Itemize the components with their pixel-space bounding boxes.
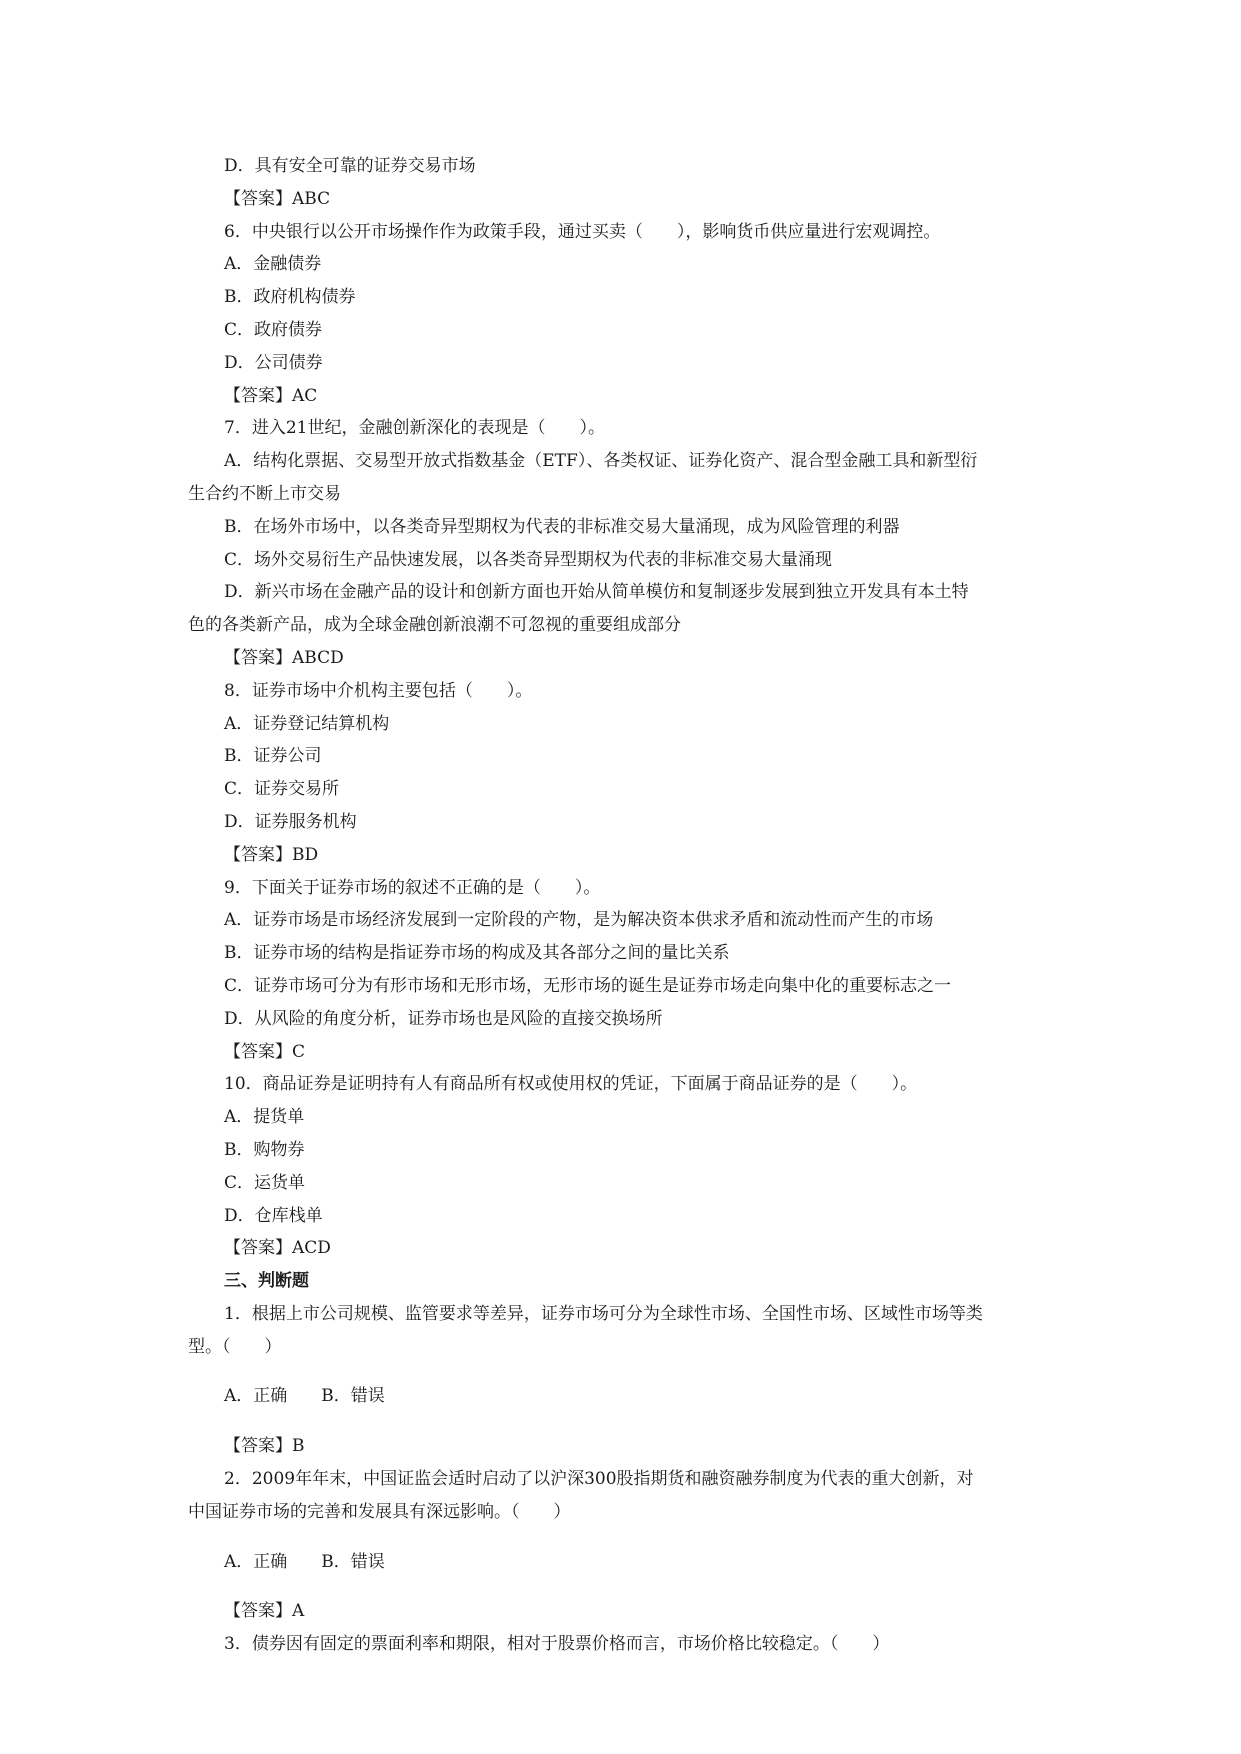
- answer-q5: 【答案】ABC: [224, 188, 331, 209]
- option-d-q7-line2: 色的各类新产品，成为全球金融创新浪潮不可忽视的重要组成部分: [188, 615, 681, 636]
- option-a-q7-line1: A．结构化票据、交易型开放式指数基金（ETF）、各类权证、证券化资产、混合型金融工具和新型衍: [224, 451, 978, 472]
- option-d-q10: D．仓库栈单: [224, 1205, 323, 1226]
- answer-q10: 【答案】ACD: [224, 1238, 331, 1259]
- document-body: [188, 150, 1060, 1661]
- option-d-q7-line1: D．新兴市场在金融产品的设计和创新方面也开始从简单模仿和复制逐步发展到独立开发具有本土特: [224, 582, 969, 603]
- option-b-q8: B．证券公司: [224, 746, 322, 767]
- answer-q7: 【答案】ABCD: [224, 647, 344, 668]
- option-c-q7: C．场外交易衍生产品快速发展，以各类奇异型期权为代表的非标准交易大量涌现: [224, 549, 833, 570]
- tf-answer-1: 【答案】B: [224, 1436, 305, 1457]
- option-c-q6: C．政府债券: [224, 319, 323, 340]
- option-d-q5: D．具有安全可靠的证券交易市场: [224, 156, 476, 176]
- question-7: 7．进入21世纪，金融创新深化的表现是（ ）。: [224, 418, 605, 439]
- tf-question-2-line2: 中国证券市场的完善和发展具有深远影响。（ ）: [188, 1501, 571, 1522]
- option-a-q9: A．证券市场是市场经济发展到一定阶段的产物，是为解决资本供求矛盾和流动性而产生的市场: [224, 910, 934, 931]
- option-b-q7: B．在场外市场中，以各类奇异型期权为代表的非标准交易大量涌现，成为风险管理的利器: [224, 516, 900, 537]
- option-b-q9: B．证券市场的结构是指证券市场的构成及其各部分之间的量比关系: [224, 943, 730, 964]
- tf-question-3: 3．债券因有固定的票面利率和期限，相对于股票价格而言，市场价格比较稳定。（ ）: [224, 1634, 890, 1655]
- tf-question-2-line1: 2．2009年年末，中国证监会适时启动了以沪深300股指期货和融资融券制度为代表的重大创新，对: [224, 1469, 974, 1490]
- option-a-q10: A．提货单: [224, 1107, 305, 1128]
- option-c-q10: C．运货单: [224, 1172, 306, 1193]
- answer-q9: 【答案】C: [224, 1041, 306, 1062]
- tf2-option-true: A．正确: [224, 1551, 288, 1572]
- tf-options-2: [188, 1546, 1060, 1579]
- tf-answer-2: 【答案】A: [224, 1601, 305, 1622]
- question-6: 6．中央银行以公开市场操作作为政策手段，通过买卖（ ），影响货币供应量进行宏观调控。: [224, 221, 941, 242]
- tf-options-1: [188, 1380, 1060, 1413]
- option-d-q8: D．证券服务机构: [224, 811, 357, 832]
- option-c-q8: C．证券交易所: [224, 779, 340, 800]
- option-a-q8: A．证券登记结算机构: [224, 713, 390, 734]
- option-c-q9: C．证券市场可分为有形市场和无形市场，无形市场的诞生是证券市场走向集中化的重要标志之一: [224, 975, 952, 996]
- answer-q6: 【答案】AC: [224, 385, 318, 406]
- option-b-q10: B．购物券: [224, 1139, 305, 1160]
- tf-question-1-line2: 型。（ ）: [188, 1336, 282, 1357]
- option-a-q6: A．金融债券: [224, 254, 322, 275]
- tf-question-1-line1: 1．根据上市公司规模、监管要求等差异，证券市场可分为全球性市场、全国性市场、区域性市场等类: [224, 1303, 983, 1324]
- tf2-option-false: B．错误: [321, 1551, 385, 1572]
- option-a-q7-line2: 生合约不断上市交易: [188, 483, 341, 504]
- tf1-option-false: B．错误: [321, 1386, 385, 1407]
- option-b-q6: B．政府机构债券: [224, 287, 356, 308]
- option-d-q9: D．从风险的角度分析，证券市场也是风险的直接交换场所: [224, 1008, 663, 1029]
- question-10: 10．商品证券是证明持有人有商品所有权或使用权的凭证，下面属于商品证券的是（ ）。: [224, 1074, 918, 1095]
- option-d-q6: D．公司债券: [224, 352, 323, 373]
- section-heading-true-false: 三、判断题: [224, 1271, 309, 1292]
- tf1-option-true: A．正确: [224, 1386, 288, 1407]
- answer-q8: 【答案】BD: [224, 844, 319, 865]
- question-9: 9．下面关于证券市场的叙述不正确的是（ ）。: [224, 877, 601, 898]
- question-8: 8．证券市场中介机构主要包括（ ）。: [224, 680, 533, 701]
